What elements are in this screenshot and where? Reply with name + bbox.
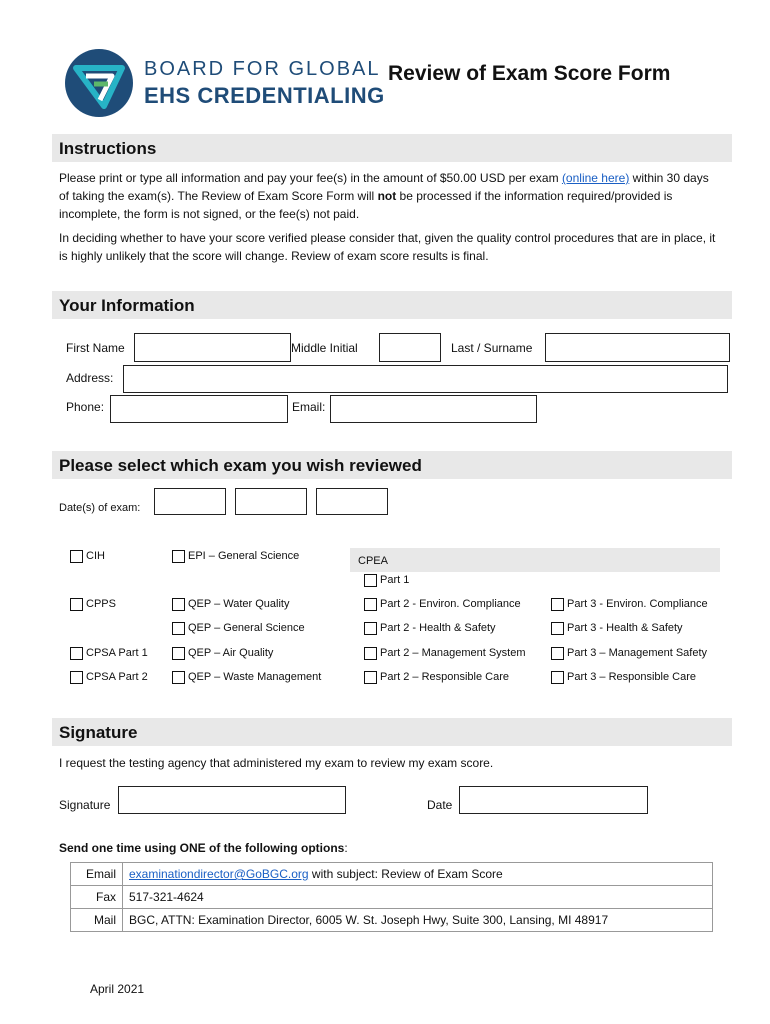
contact-detail: examinationdirector@GoBGC.org with subject: Review of Exam Score	[123, 863, 713, 886]
table-row	[71, 863, 713, 886]
cih-label: CIH	[86, 550, 105, 562]
epi-checkbox[interactable]	[172, 550, 185, 563]
address-field[interactable]	[123, 365, 728, 393]
part3-health-checkbox[interactable]	[551, 622, 564, 635]
cpsa-part1-checkbox[interactable]	[70, 647, 83, 660]
your-info-heading: Your Information	[59, 296, 195, 315]
contact-detail: 517-321-4624	[123, 886, 713, 909]
part3-resp-checkbox[interactable]	[551, 671, 564, 684]
middle-initial-field[interactable]	[379, 333, 441, 362]
exam-date-field-3[interactable]	[316, 488, 388, 515]
qep-air-label: QEP – Air Quality	[188, 647, 274, 659]
part2-mgmt-label: Part 2 – Management System	[380, 647, 526, 659]
signature-label: Signature	[59, 798, 111, 812]
cpsa-part2-checkbox[interactable]	[70, 671, 83, 684]
instructions-paragraph-2: In deciding whether to have your score verified please consider that, given the quality control procedures that are in place, it is highly unlikely that the score will change. Review of exam score results is final.	[59, 231, 716, 263]
bgc-logo	[64, 48, 385, 122]
qep-waste-label: QEP – Waste Management	[188, 671, 322, 683]
phone-field[interactable]	[110, 395, 288, 423]
part3-mgmt-checkbox[interactable]	[551, 647, 564, 660]
address-label: Address:	[66, 371, 114, 385]
footer-date: April 2021	[90, 982, 145, 996]
phone-label: Phone:	[66, 400, 105, 414]
middle-initial-label: Middle Initial	[291, 341, 358, 355]
online-payment-link[interactable]: (online here)	[561, 171, 630, 185]
instructions-heading: Instructions	[59, 139, 157, 158]
exam-dates-label: Date(s) of exam:	[59, 502, 141, 514]
form-title: Review of Exam Score Form	[388, 62, 671, 85]
cpps-label: CPPS	[86, 598, 116, 610]
qep-waste-checkbox[interactable]	[172, 671, 185, 684]
exam-date-field-1[interactable]	[154, 488, 226, 515]
table-row	[71, 909, 713, 932]
email-field[interactable]	[330, 395, 537, 423]
review-request-text: I request the testing agency that administered my exam to review my exam score.	[59, 756, 494, 770]
qep-general-label: QEP – General Science	[188, 622, 305, 634]
date-label: Date	[427, 798, 453, 812]
email-label: Email:	[292, 400, 326, 414]
table-row	[71, 886, 713, 909]
cpea-heading: CPEA	[358, 555, 388, 567]
your-info-section-bar	[52, 291, 732, 319]
qep-general-checkbox[interactable]	[172, 622, 185, 635]
part3-health-label: Part 3 - Health & Safety	[567, 622, 683, 634]
cih-checkbox[interactable]	[70, 550, 83, 563]
contact-method: Mail	[71, 909, 123, 932]
part2-health-checkbox[interactable]	[364, 622, 377, 635]
part3-resp-label: Part 3 – Responsible Care	[567, 671, 697, 683]
cpps-checkbox[interactable]	[70, 598, 83, 611]
epi-label: EPI – General Science	[188, 550, 300, 562]
cpsa-part2-label: CPSA Part 2	[86, 671, 148, 683]
contact-options-table	[70, 862, 713, 932]
first-name-field[interactable]	[134, 333, 291, 362]
contact-detail: BGC, ATTN: Examination Director, 6005 W. St. Joseph Hwy, Suite 300, Lansing, MI 48917	[123, 909, 713, 932]
cpea-part1-checkbox[interactable]	[364, 574, 377, 587]
signature-heading: Signature	[59, 723, 138, 742]
cpsa-part1-label: CPSA Part 1	[86, 647, 148, 659]
exam-date-field-2[interactable]	[235, 488, 307, 515]
last-name-field[interactable]	[545, 333, 730, 362]
signature-section-bar	[52, 718, 732, 746]
email-link[interactable]: examinationdirector@GoBGC.org	[129, 867, 309, 881]
signature-date-field[interactable]	[459, 786, 648, 814]
part2-environ-checkbox[interactable]	[364, 598, 377, 611]
exam-section-heading: Please select which exam you wish reviewed	[59, 456, 422, 475]
part2-mgmt-checkbox[interactable]	[364, 647, 377, 660]
instructions-paragraph-1: Please print or type all information and pay your fee(s) in the amount of $50.00 USD per exam (online here) within 30 days of taking the exam(s). The Review of Exam Score Form will not be processed if the information required/provided is incomplete, the form is not signed, or the fee(s) not paid.	[59, 171, 709, 221]
part2-environ-label: Part 2 - Environ. Compliance	[380, 598, 521, 610]
part3-mgmt-label: Part 3 – Management Safety	[567, 647, 708, 659]
qep-water-label: QEP – Water Quality	[188, 598, 290, 610]
part2-resp-label: Part 2 – Responsible Care	[380, 671, 510, 683]
contact-method: Email	[71, 863, 123, 886]
cpea-part1-label: Part 1	[380, 574, 410, 586]
exam-section-bar	[52, 451, 732, 479]
first-name-label: First Name	[66, 341, 125, 355]
org-name-line1: BOARD FOR GLOBAL	[144, 58, 381, 80]
contact-method: Fax	[71, 886, 123, 909]
signature-field[interactable]	[118, 786, 346, 814]
part2-resp-checkbox[interactable]	[364, 671, 377, 684]
part2-health-label: Part 2 - Health & Safety	[380, 622, 496, 634]
send-options-heading: Send one time using ONE of the following options:	[59, 841, 348, 855]
cpea-header-bar	[350, 548, 720, 572]
part3-environ-label: Part 3 - Environ. Compliance	[567, 598, 708, 610]
qep-air-checkbox[interactable]	[172, 647, 185, 660]
part3-environ-checkbox[interactable]	[551, 598, 564, 611]
last-name-label: Last / Surname	[451, 341, 533, 355]
org-name-line2: EHS CREDENTIALING	[144, 83, 385, 108]
logo-mark-icon	[64, 48, 134, 118]
instructions-section-bar	[52, 134, 732, 162]
qep-water-checkbox[interactable]	[172, 598, 185, 611]
